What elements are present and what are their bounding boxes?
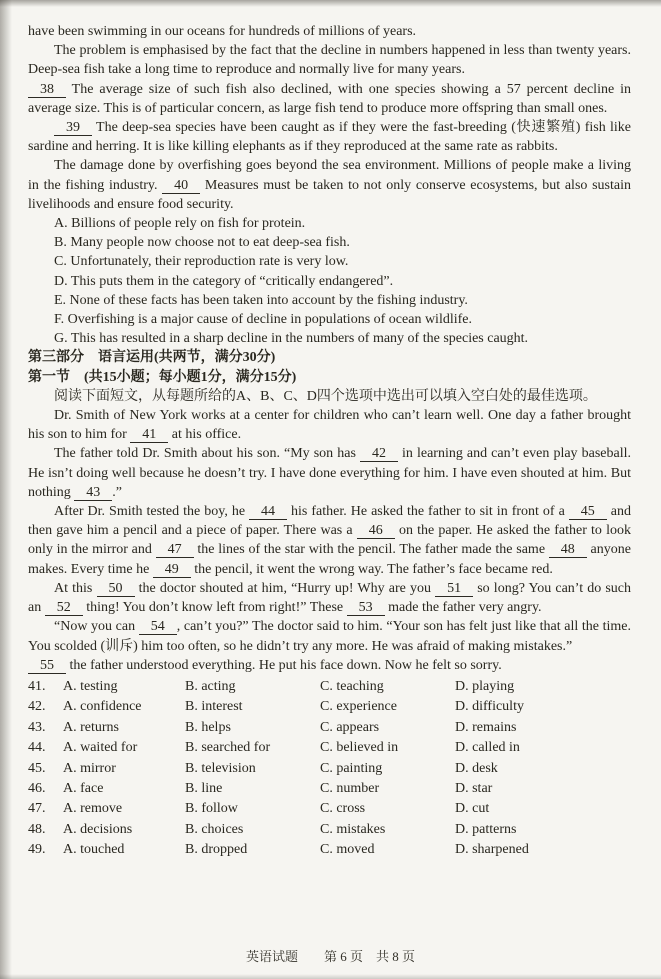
answer-blank: 42 xyxy=(360,446,398,462)
option-b: B. choices xyxy=(185,821,244,837)
answer-blank: 54 xyxy=(139,619,177,635)
answer-blank: 52 xyxy=(45,600,83,616)
option-b: B. searched for xyxy=(185,740,271,756)
answer-blank: 45 xyxy=(569,504,607,520)
answer-blank: 48 xyxy=(549,542,587,558)
option-a: A. touched xyxy=(63,842,125,858)
option-c: C. experience xyxy=(320,699,397,715)
option-a: A. waited for xyxy=(63,740,138,756)
option-b: B. helps xyxy=(185,719,231,735)
question-49-row xyxy=(28,840,631,860)
answer-blank: 55 xyxy=(28,658,66,674)
question-number: 42. xyxy=(28,699,46,715)
option-d: D. desk xyxy=(455,760,498,776)
option-d: D. sharpened xyxy=(455,842,529,858)
answer-blank: 50 xyxy=(97,581,135,597)
option-c: C. believed in xyxy=(320,740,399,756)
reading-option-g: G. This has resulted in a sharp decline in the numbers of many of the species caught. xyxy=(54,331,529,347)
option-d: D. remains xyxy=(455,719,517,735)
cloze-paragraph: “Now you can 54 , can’t you?” The doctor said to him. “Your son has felt just like that all the time. You scolded (训斥) him too often, so he didn’t try any more. He was afraid of making mistakes.” xyxy=(28,619,631,654)
cloze-paragraph: 55 the father understood everything. He put his face down. Now he felt so sorry. xyxy=(28,656,631,675)
reading-option-c: C. Unfortunately, their reproduction rate is very low. xyxy=(54,254,349,270)
answer-blank: 39 xyxy=(54,120,92,136)
reading-option-f: F. Overfishing is a major cause of decline in populations of ocean wildlife. xyxy=(54,312,472,328)
question-44-row xyxy=(28,738,631,758)
option-b: B. dropped xyxy=(185,842,248,858)
option-b: B. follow xyxy=(185,801,238,817)
question-45-row xyxy=(28,759,631,779)
question-number: 41. xyxy=(28,678,46,694)
question-number: 46. xyxy=(28,780,46,796)
option-a: A. confidence xyxy=(63,699,142,715)
scan-edge-bottom xyxy=(0,974,661,979)
option-a: A. testing xyxy=(63,678,118,694)
question-number: 48. xyxy=(28,821,46,837)
reading-option-b: B. Many people now choose not to eat deep-sea fish. xyxy=(54,235,350,251)
question-number: 47. xyxy=(28,801,46,817)
option-c: C. appears xyxy=(320,719,380,735)
cloze-options-table xyxy=(0,675,661,861)
answer-blank: 43 xyxy=(74,485,112,501)
option-c: C. moved xyxy=(320,842,375,858)
option-c: C. mistakes xyxy=(320,821,386,837)
question-number: 45. xyxy=(28,760,46,776)
question-43-row xyxy=(28,718,631,738)
question-number: 43. xyxy=(28,719,46,735)
option-d: D. called in xyxy=(455,740,520,756)
answer-blank: 51 xyxy=(435,581,473,597)
cloze-paragraph: The father told Dr. Smith about his son. “My son has 42 in learning and can’t even play baseball. He isn’t doing well because he doesn’t try. I have done everything for him. I have even shouted at him. But nothing 43 .” xyxy=(28,446,631,500)
option-d: D. patterns xyxy=(455,821,517,837)
option-c: C. teaching xyxy=(320,678,384,694)
question-number: 44. xyxy=(28,740,46,756)
section-node1-header: 第一节 (共15小题；每小题1分，满分15分) xyxy=(28,369,297,385)
option-b: B. acting xyxy=(185,678,236,694)
option-d: D. star xyxy=(455,780,493,796)
option-a: A. mirror xyxy=(63,760,116,776)
reading-option-e: E. None of these facts has been taken into account by the fishing industry. xyxy=(54,292,468,308)
option-c: C. number xyxy=(320,780,380,796)
option-b: B. line xyxy=(185,780,223,796)
answer-blank: 53 xyxy=(347,600,385,616)
section-part3-header: 第三部分 语言运用(共两节，满分30分) xyxy=(28,350,276,366)
answer-blank: 44 xyxy=(249,504,287,520)
option-a: A. decisions xyxy=(63,821,133,837)
passage-paragraph: The problem is emphasised by the fact that the decline in numbers happened in less than twenty years. Deep-sea fish take a long time to reproduce and normally live for many years. xyxy=(28,43,631,78)
question-47-row xyxy=(28,799,631,819)
question-46-row xyxy=(28,779,631,799)
question-42-row xyxy=(28,697,631,717)
option-a: A. face xyxy=(63,780,104,796)
reading-option-a: A. Billions of people rely on fish for protein. xyxy=(54,216,306,232)
answer-blank: 49 xyxy=(153,562,191,578)
passage-continuation-line: have been swimming in our oceans for hundreds of millions of years. xyxy=(28,24,417,39)
cloze-paragraph: Dr. Smith of New York works at a center for children who can’t learn well. One day a father brought his son to him for 41 at his office. xyxy=(28,408,631,443)
reading-option-d: D. This puts them in the category of “critically endangered”. xyxy=(54,273,394,289)
cloze-instructions: 阅读下面短文，从每题所给的A、B、C、D四个选项中选出可以填入空白处的最佳选项。 xyxy=(54,388,597,404)
option-b: B. interest xyxy=(185,699,243,715)
option-d: D. difficulty xyxy=(455,699,524,715)
passage-paragraph: 39 The deep-sea species have been caught as if they were the fast-breeding (快速繁殖) fish like sardine and herring. It is like killing elephants as if they reproduced at the same rate as rabbits. xyxy=(28,120,631,155)
page-footer: 英语试题 第 6 页 共 8 页 xyxy=(245,949,415,964)
option-b: B. television xyxy=(185,760,256,776)
cloze-paragraph: At this 50 the doctor shouted at him, “Hurry up! Why are you 51 so long? You can’t do such an 52 thing! You don’t know left from right!” These 53 made the father very angry. xyxy=(28,580,631,616)
option-c: C. painting xyxy=(320,760,383,776)
option-d: D. playing xyxy=(455,678,515,694)
option-a: A. returns xyxy=(63,719,119,735)
option-d: D. cut xyxy=(455,801,490,817)
question-41-row xyxy=(28,677,631,697)
answer-blank: 40 xyxy=(162,178,200,194)
option-a: A. remove xyxy=(63,801,123,817)
question-48-row xyxy=(28,820,631,840)
passage-paragraph: 38 The average size of such fish also declined, with one species showing a 57 percent decline in average size. This is of particular concern, as large fish tend to produce more offspring than small ones. xyxy=(28,81,631,116)
answer-blank: 38 xyxy=(28,82,66,98)
answer-blank: 47 xyxy=(156,542,194,558)
question-number: 49. xyxy=(28,842,46,858)
answer-blank: 46 xyxy=(357,523,395,539)
cloze-paragraph: After Dr. Smith tested the boy, he 44 his father. He asked the father to sit in front of a 45 and then gave him a pencil and a piece of paper. There was a 46 on the paper. He asked the father to look only in the mirror and 47 the lines of the star with the pencil. The father made the same 48 anyone makes. Every time he 49 the pencil, it went the wrong way. The father’s face became red. xyxy=(28,504,631,577)
passage-paragraph: The damage done by overfishing goes beyond the sea environment. Millions of people make a living in the fishing industry. 40 Measures must be taken to not only conserve ecosystems, but also sustain livelihoods and ensure food security. xyxy=(28,158,631,212)
option-c: C. cross xyxy=(320,801,366,817)
answer-blank: 41 xyxy=(130,427,168,443)
